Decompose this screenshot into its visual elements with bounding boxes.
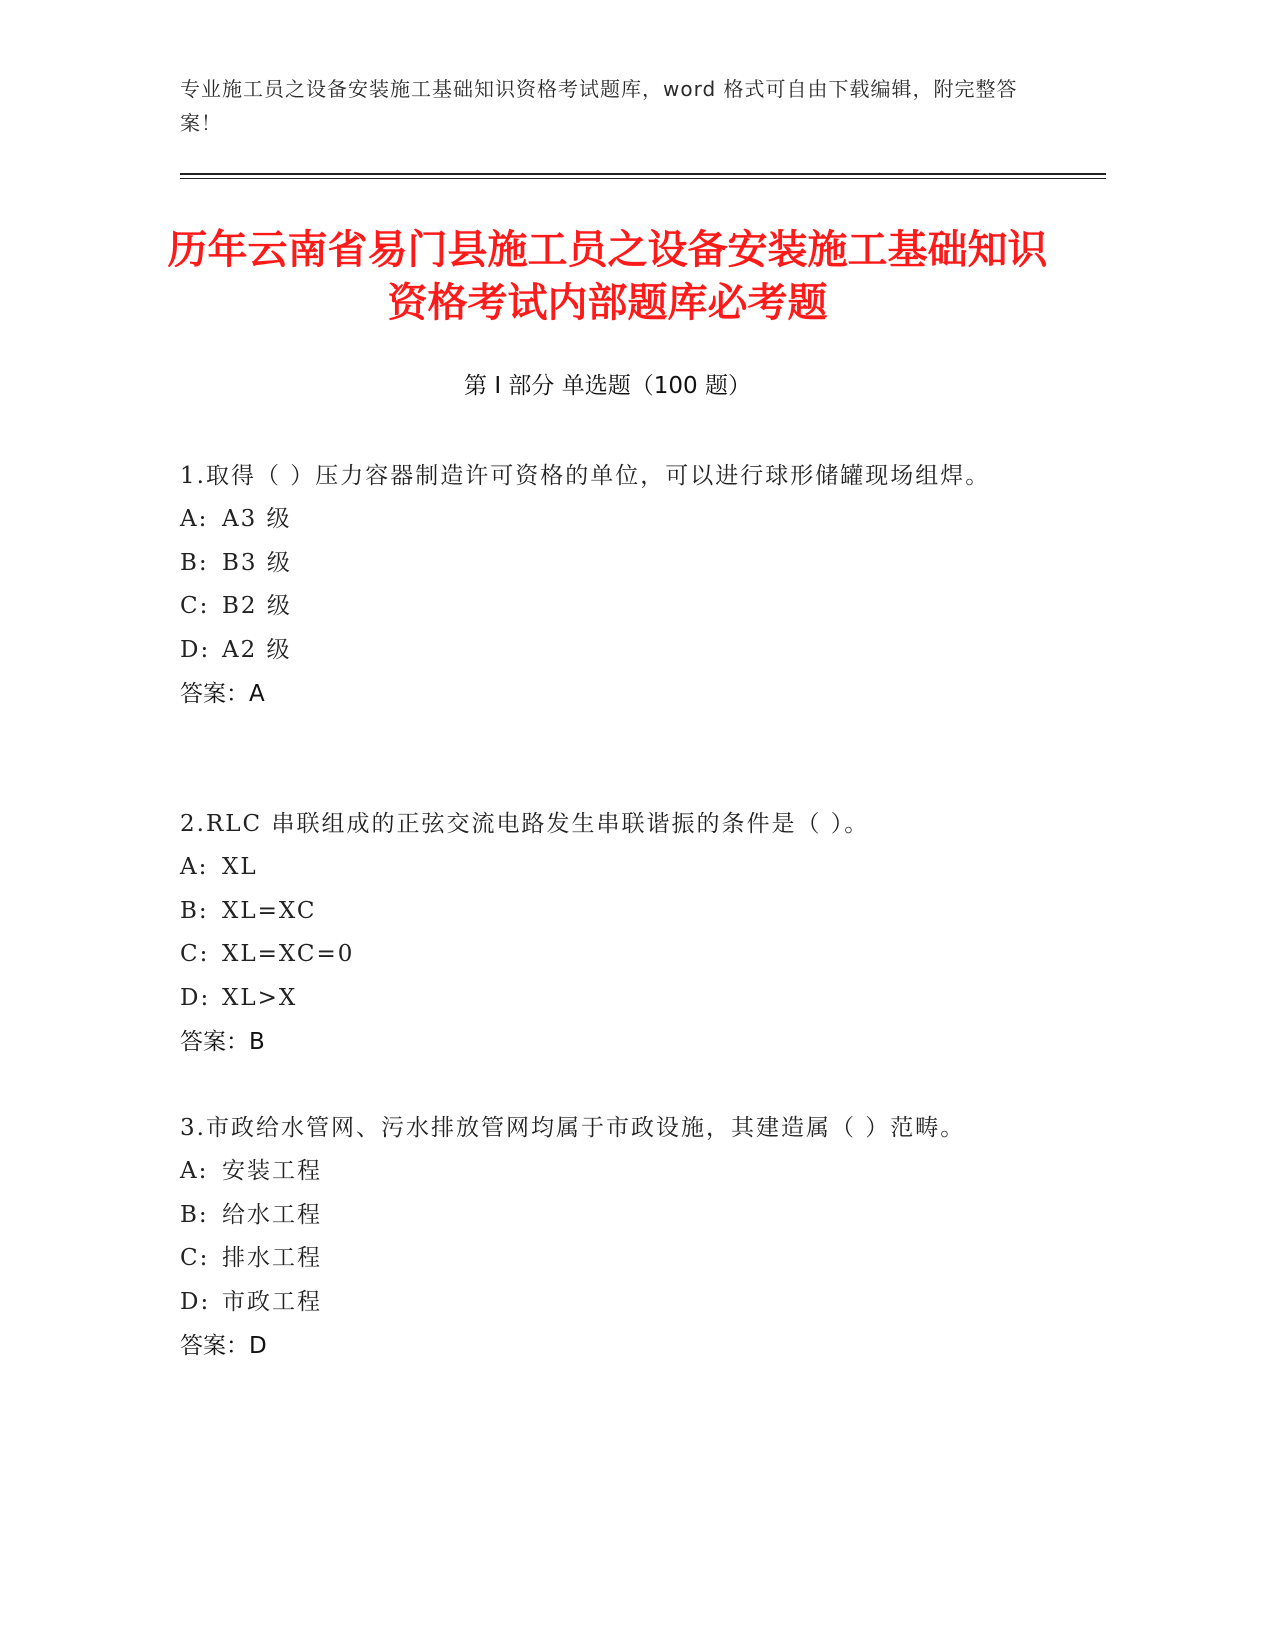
option-text: A2 级 [222,637,292,664]
option-label: B: [180,897,209,924]
question-stem: 3.市政给水管网、污水排放管网均属于市政设施，其建造属（ ）范畴。 [180,1115,966,1141]
header-divider-thick [180,173,1106,175]
option-a [180,846,1040,890]
option-label: C: [180,593,210,620]
option-d [180,629,1040,673]
option-label: D: [180,1289,211,1316]
option-b [180,542,1040,586]
option-label: C: [180,941,210,968]
option-label: A: [180,1158,209,1184]
option-text: XL>X [222,985,298,1012]
option-text: 安装工程 [222,1158,322,1184]
option-label: A: [180,506,209,532]
option-c [180,585,1040,629]
option-label: B: [180,1201,209,1228]
question-2 [180,803,1040,1065]
answer: 答案：A [180,680,265,707]
option-text: 给水工程 [222,1201,322,1228]
option-b [180,890,1040,934]
option-label: B: [180,549,209,576]
header-note: 专业施工员之设备安装施工基础知识资格考试题库，word 格式可自由下载编辑，附完整答案！ [180,77,1018,135]
option-a [180,1150,1040,1194]
option-d [180,1281,1040,1325]
option-text: B2 级 [222,593,292,620]
option-text: XL=XC=0 [222,941,355,968]
option-d [180,977,1040,1021]
question-stem: 2.RLC 串联组成的正弦交流电路发生串联谐振的条件是（ ）。 [180,811,870,837]
option-text: 排水工程 [222,1245,322,1272]
option-c [180,1237,1040,1281]
option-text: XL [222,854,258,880]
question-3 [180,1107,1040,1369]
option-c [180,933,1040,977]
option-text: A3 级 [222,506,292,532]
option-text: XL=XC [222,897,317,924]
document-title: 历年云南省易门县施工员之设备安装施工基础知识资格考试内部题库必考题 [167,227,1048,326]
option-label: C: [180,1245,210,1272]
option-text: B3 级 [222,549,292,576]
option-label: D: [180,985,211,1012]
question-1 [180,455,1040,717]
option-b [180,1194,1040,1238]
question-stem: 1.取得（ ）压力容器制造许可资格的单位，可以进行球形储罐现场组焊。 [180,463,991,489]
option-text: 市政工程 [222,1289,322,1316]
option-label: A: [180,854,209,880]
option-label: D: [180,637,211,664]
option-a [180,498,1040,542]
section-heading: 第 I 部分 单选题（100 题） [464,373,751,399]
answer: 答案：B [180,1028,265,1055]
answer: 答案：D [180,1332,267,1359]
header-divider-thin [180,178,1106,179]
